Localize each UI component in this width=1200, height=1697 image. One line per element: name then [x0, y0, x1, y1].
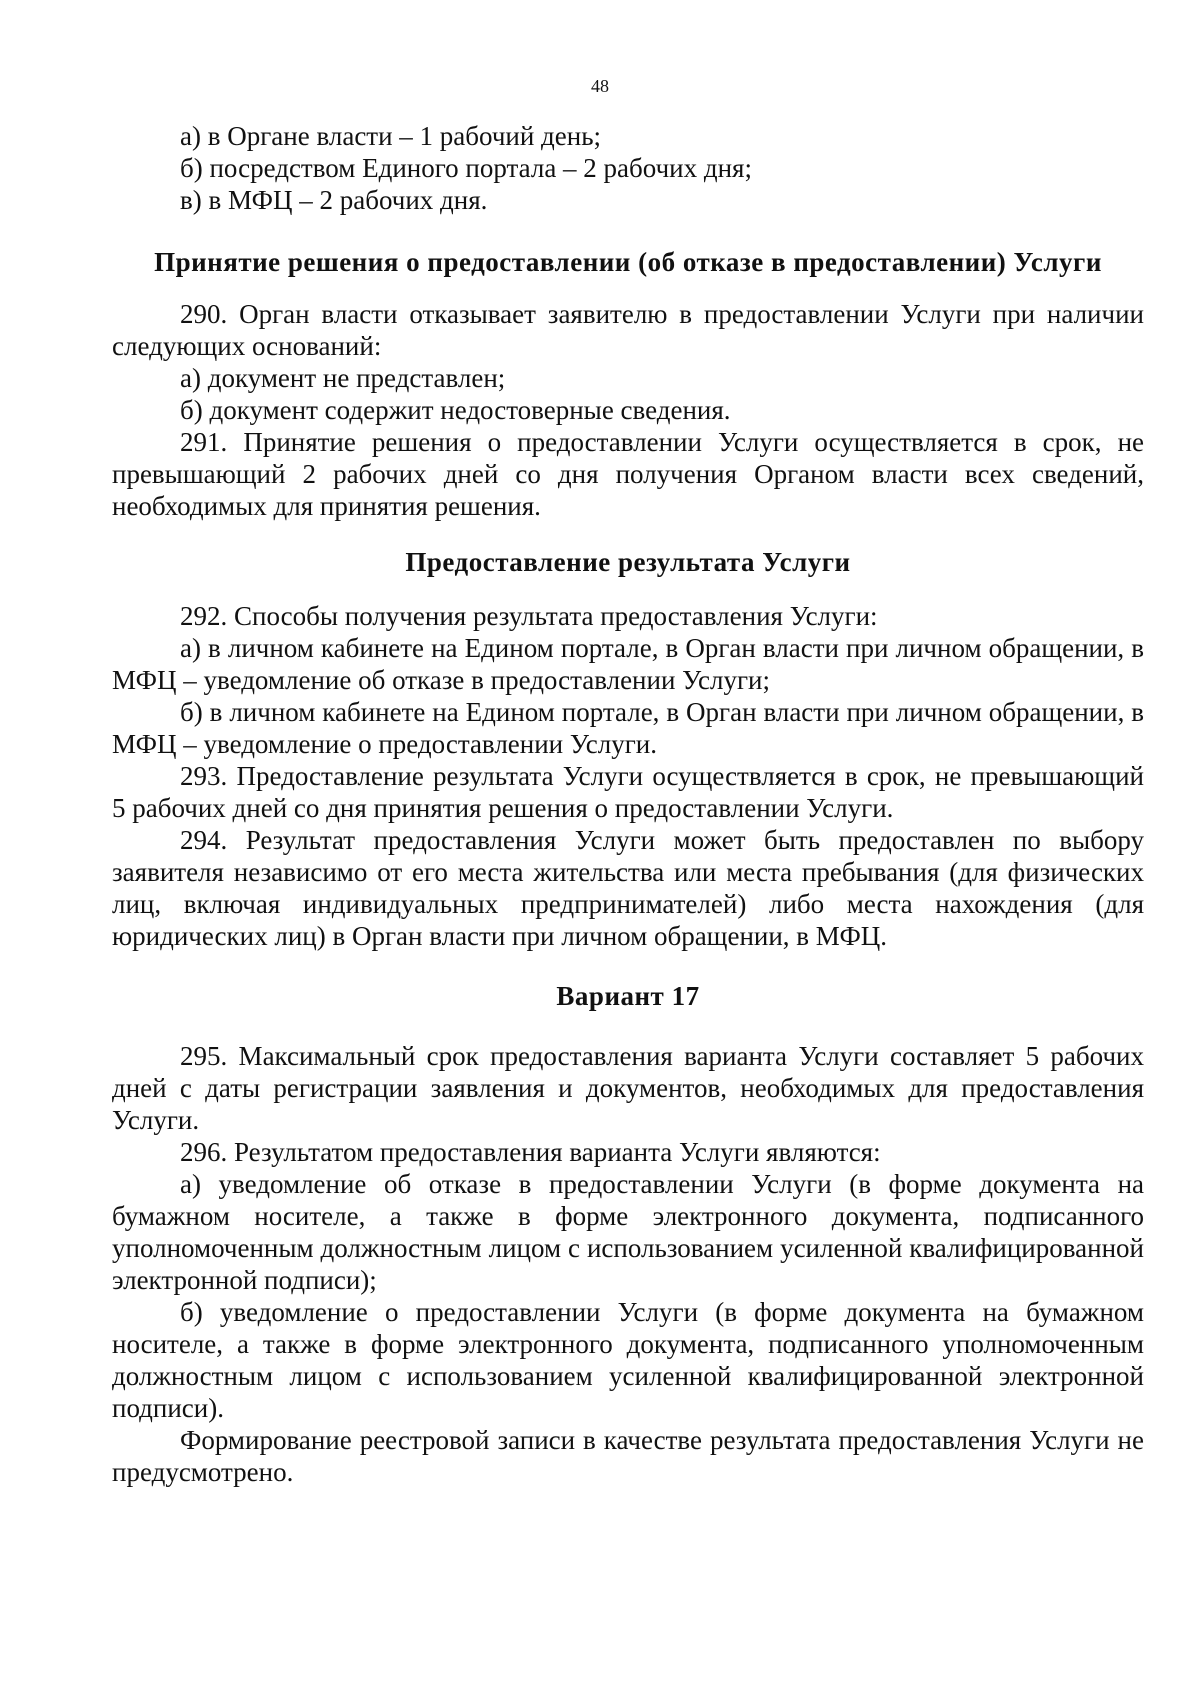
section-heading-result: Предоставление результата Услуги	[405, 547, 851, 577]
paragraph-294: 294. Результат предоставления Услуги может быть предоставлен по выбору заявителя независимо от его места жительства или места пребывания (для физических лиц, включая индивидуальных предпринимателей) либо места нахождения (для юридических лиц) в Орган власти при личном обращении, в МФЦ.	[112, 825, 1144, 951]
result-item-a: а) уведомление об отказе в предоставлении Услуги (в форме документа на бумажном носителе, а также в форме электронного документа, подписанного уполномоченным должностным лицом с использованием усиленной квалифицированной электронной подписи);	[112, 1169, 1144, 1295]
paragraph-292: 292. Способы получения результата предоставления Услуги:	[180, 601, 878, 631]
paragraph-293: 293. Предоставление результата Услуги осуществляется в срок, не превышающий 5 рабочих дней со дня принятия решения о предоставлении Услуги.	[112, 761, 1144, 823]
deadline-item-authority: а) в Органе власти – 1 рабочий день;	[180, 121, 602, 151]
deadline-item-portal: б) посредством Единого портала – 2 рабочих дня;	[180, 153, 752, 183]
result-item-b: б) уведомление о предоставлении Услуги (в форме документа на бумажном носителе, а также в форме электронного документа, подписанного уполномоченным должностным лицом с использованием усиленной квалифицированной электронной подписи).	[112, 1297, 1144, 1423]
paragraph-296: 296. Результатом предоставления варианта Услуги являются:	[180, 1137, 881, 1167]
paragraph-295: 295. Максимальный срок предоставления варианта Услуги составляет 5 рабочих дней с даты регистрации заявления и документов, необходимых для предоставления Услуги.	[112, 1041, 1144, 1135]
refusal-ground-b: б) документ содержит недостоверные сведения.	[180, 395, 731, 425]
result-method-a: а) в личном кабинете на Едином портале, в Орган власти при личном обращении, в МФЦ – уведомление об отказе в предоставлении Услуги;	[112, 633, 1144, 695]
registry-note: Формирование реестровой записи в качестве результата предоставления Услуги не предусмотрено.	[112, 1425, 1144, 1487]
deadline-item-mfc: в) в МФЦ – 2 рабочих дня.	[180, 185, 488, 215]
paragraph-291: 291. Принятие решения о предоставлении Услуги осуществляется в срок, не превышающий 2 рабочих дней со дня получения Органом власти всех сведений, необходимых для принятия решения.	[112, 427, 1144, 521]
page-number: 48	[591, 76, 609, 96]
document-body	[112, 120, 1144, 1488]
refusal-ground-a: а) документ не представлен;	[180, 363, 506, 393]
paragraph-290: 290. Орган власти отказывает заявителю в предоставлении Услуги при наличии следующих оснований:	[112, 299, 1144, 361]
section-heading-variant-17: Вариант 17	[556, 981, 700, 1011]
section-heading-decision: Принятие решения о предоставлении (об отказе в предоставлении) Услуги	[154, 247, 1102, 277]
result-method-b: б) в личном кабинете на Едином портале, в Орган власти при личном обращении, в МФЦ – уведомление о предоставлении Услуги.	[112, 697, 1144, 759]
